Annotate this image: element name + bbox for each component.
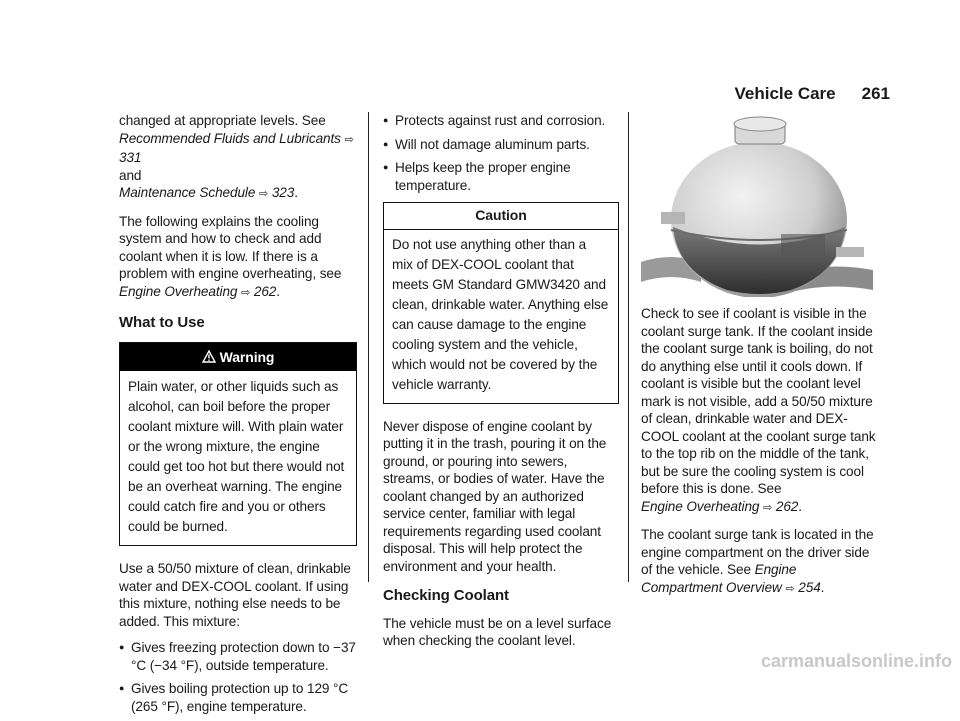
paragraph: Check to see if coolant is visible in the coolant surge tank. If the coolant inside the coolant surge tank is boiling, do not do anything else until it cools down. If coolant is visible but the coolant level mark is not visible, add a 50/50 mixture of clean, drinkable water and DEX-COOL coolant at the coolant surge tank to the top rib on the middle of the tank, but be sure the cooling system is cool before this is done. See Engine Overheating ⇨ 262.: [641, 306, 876, 514]
caution-box: [383, 202, 619, 404]
page-header: [735, 84, 891, 104]
paragraph: Use a 50/50 mixture of clean, drinkable water and DEX-COOL coolant. If using this mixture, nothing else needs to be added. This mixture:: [119, 561, 351, 629]
caution-header: Caution: [384, 203, 618, 230]
section-heading: Checking Coolant: [383, 587, 509, 604]
bullet-list: [383, 112, 619, 194]
paragraph: The following explains the cooling system and how to check and add coolant when it is low. If there is a problem with engine overheating, see Engine Overheating ⇨ 262.: [119, 213, 342, 299]
list-item: ● Gives freezing protection down to −37 °C (−34 °F), outside temperature.: [119, 639, 357, 674]
page-arrow-icon: ⇨: [259, 188, 269, 200]
warning-text: Plain water, or other liquids such as alcohol, can boil before the proper coolant mixture will. With plain water or the wrong mixture, the engine could get too hot but there would not be an overheat warning. The engine could catch fire and you or others could be burned.: [128, 379, 345, 534]
warning-box: [119, 342, 357, 547]
cross-reference-link[interactable]: Engine Compartment Overview ⇨ 254: [641, 562, 821, 595]
page-arrow-icon: ⇨: [763, 501, 773, 514]
paragraph: The vehicle must be on a level surface when checking the coolant level.: [383, 615, 612, 648]
column-2: [383, 112, 619, 659]
coolant-surge-tank-image: [641, 112, 873, 297]
page-arrow-icon: ⇨: [344, 133, 354, 146]
column-divider: [368, 112, 369, 582]
paragraph: The coolant surge tank is located in the engine compartment on the driver side of the vehicle. See Engine Compartment Overview ⇨ 254.: [641, 527, 874, 595]
list-item: ● Will not damage aluminum parts.: [383, 136, 619, 154]
column-1: [119, 112, 357, 721]
watermark-text: carmanualsonline.info: [760, 651, 952, 671]
cross-reference-link[interactable]: Engine Overheating ⇨ 262: [119, 283, 277, 299]
section-title: Vehicle Care: [734, 84, 836, 103]
warning-triangle-icon: [202, 350, 216, 363]
section-heading: What to Use: [119, 314, 205, 331]
bullet-list: [119, 639, 357, 715]
warning-header: Warning: [120, 343, 356, 372]
list-item: ● Gives boiling protection up to 129 °C (265 °F), engine temperature.: [119, 680, 357, 715]
cross-reference-link[interactable]: Engine Overheating ⇨ 262: [641, 498, 799, 514]
paragraph: changed at appropriate levels. See Recommended Fluids and Lubricants ⇨ 331 and Maintenance Schedule ⇨ 323.: [119, 113, 354, 200]
page-arrow-icon: ⇨: [785, 582, 795, 595]
caution-text: Do not use anything other than a mix of DEX-COOL coolant that meets GM Standard GMW3420 and clean, drinkable water. Anything else can cause damage to the engine cooling system and the vehicle, which would not be covered by the vehicle warranty.: [392, 236, 609, 392]
page-arrow-icon: ⇨: [241, 286, 251, 299]
cross-reference-link[interactable]: Maintenance Schedule ⇨ 323: [119, 185, 295, 200]
list-item: ● Helps keep the proper engine temperature.: [383, 159, 619, 194]
column-divider: [628, 112, 629, 582]
column-3: [641, 112, 877, 607]
list-item: ● Protects against rust and corrosion.: [383, 112, 619, 130]
paragraph: Never dispose of engine coolant by putting it in the trash, pouring it on the ground, or pouring into sewers, streams, or bodies of water. Have the coolant changed by an authorized service center, familiar with legal requirements regarding used coolant disposal. This will help protect the environment and your health.: [383, 418, 607, 574]
page-number: 261: [861, 84, 890, 103]
cross-reference-link[interactable]: Recommended Fluids and Lubricants ⇨ 331: [119, 130, 354, 165]
